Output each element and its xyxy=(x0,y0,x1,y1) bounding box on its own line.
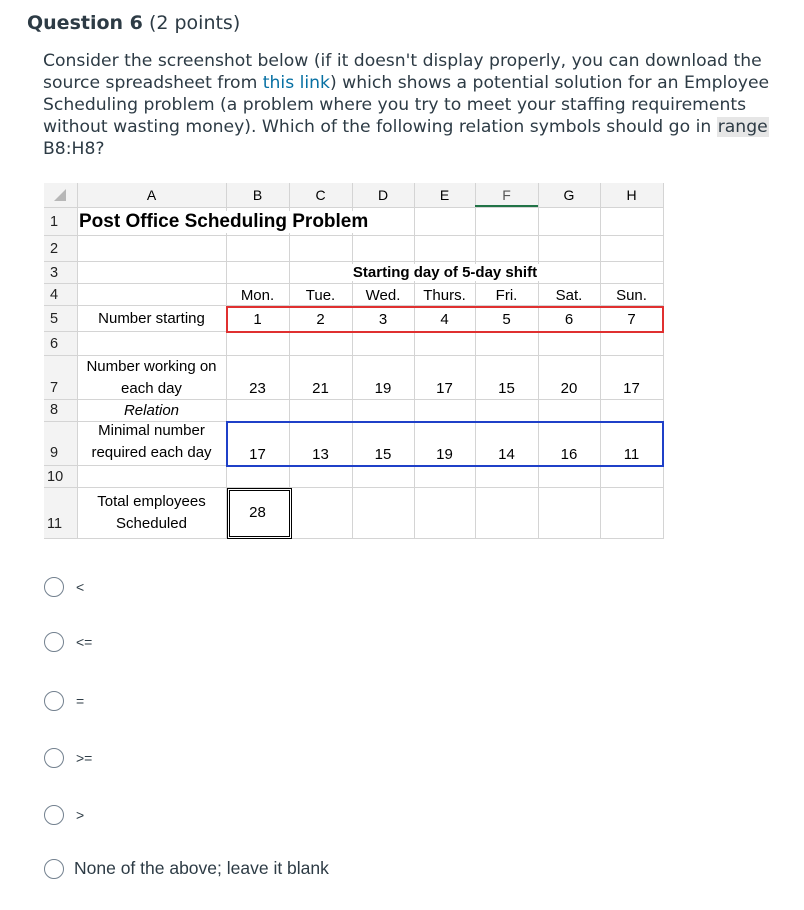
day-label: Mon. xyxy=(240,287,275,304)
minimal-label-line1: Minimal number xyxy=(98,422,205,439)
required-cell: 11 xyxy=(623,446,640,463)
question-title xyxy=(27,12,240,34)
select-all-corner xyxy=(54,189,66,201)
number-starting-cell: 2 xyxy=(316,311,325,328)
total-label-line2: Scheduled xyxy=(116,515,187,532)
row-number: 9 xyxy=(50,445,59,461)
answer-option-ge[interactable] xyxy=(44,748,92,768)
red-highlight-box xyxy=(226,306,664,333)
row-number: 8 xyxy=(50,402,59,418)
shift-caption: Starting day of 5-day shift xyxy=(290,264,600,281)
question-text xyxy=(43,50,773,160)
spreadsheet-screenshot xyxy=(44,183,664,539)
working-cell: 17 xyxy=(623,380,640,397)
day-label: Sat. xyxy=(555,287,583,304)
radio-button[interactable] xyxy=(44,859,64,879)
question-text-part: B8:H8? xyxy=(43,139,105,159)
required-cell: 15 xyxy=(374,446,392,463)
day-label: Tue. xyxy=(305,287,336,304)
answer-option-le[interactable] xyxy=(44,632,92,652)
minimal-label-line2: required each day xyxy=(91,444,212,461)
answer-option-label: > xyxy=(76,807,85,823)
required-cell: 19 xyxy=(436,446,453,463)
source-spreadsheet-link[interactable]: this link xyxy=(262,73,331,93)
row-number: 6 xyxy=(50,336,59,352)
working-cell: 19 xyxy=(374,380,392,397)
answer-option-label: None of the above; leave it blank xyxy=(74,858,329,878)
working-label-line2: each day xyxy=(121,380,182,397)
working-cell: 15 xyxy=(498,380,515,397)
total-value: 28 xyxy=(249,504,266,521)
row-number: 10 xyxy=(47,469,64,485)
column-letter: H xyxy=(626,187,637,203)
number-starting-cell: 7 xyxy=(627,311,636,328)
relation-label: Relation xyxy=(123,402,180,419)
answer-option-label: = xyxy=(76,693,85,709)
blue-highlight-box xyxy=(226,421,664,467)
radio-button[interactable] xyxy=(44,577,64,597)
radio-button[interactable] xyxy=(44,805,64,825)
day-label: Fri. xyxy=(495,287,518,304)
row-number: 2 xyxy=(50,241,59,257)
answer-option-label: < xyxy=(76,579,85,595)
answer-option-gt[interactable] xyxy=(44,805,84,825)
question-points: (2 points) xyxy=(148,12,241,34)
column-letter: C xyxy=(315,187,326,203)
required-cell: 14 xyxy=(498,446,515,463)
column-letter: D xyxy=(377,187,389,203)
total-label-line1: Total employees xyxy=(97,493,206,510)
question-text-part: ) which shows a potential solution for an Employee Scheduling problem (a problem where you try to meet your staffing requirements without wasting money). Which of the following relation symbols should go in xyxy=(43,73,770,137)
row-number: 11 xyxy=(47,516,63,532)
working-cell: 23 xyxy=(249,380,266,397)
radio-button[interactable] xyxy=(44,748,64,768)
row-number: 7 xyxy=(50,380,59,396)
answer-option-none[interactable] xyxy=(44,858,329,879)
row-number: 4 xyxy=(50,287,59,303)
column-letter: E xyxy=(439,187,450,203)
answer-option-label: >= xyxy=(76,750,93,766)
number-starting-cell: 5 xyxy=(502,311,511,328)
column-letter-selected: F xyxy=(475,187,538,207)
working-label-line1: Number working on xyxy=(86,358,217,375)
answer-option-lt[interactable] xyxy=(44,577,84,597)
number-starting-cell: 4 xyxy=(440,311,449,328)
number-starting-label: Number starting xyxy=(98,310,205,327)
answer-option-label: <= xyxy=(76,634,93,650)
required-cell: 13 xyxy=(312,446,329,463)
question-text-part: Consider the screenshot below (if it doesn't display properly, you can download the source spreadsheet from xyxy=(43,51,762,93)
day-label: Wed. xyxy=(365,287,401,304)
number-starting-cell: 3 xyxy=(378,311,388,328)
column-letter: A xyxy=(146,187,157,203)
number-starting-cell: 1 xyxy=(253,311,262,328)
row-number: 5 xyxy=(50,311,59,327)
working-cell: 21 xyxy=(312,380,329,397)
day-label: Sun. xyxy=(616,287,647,304)
required-cell: 16 xyxy=(560,446,578,463)
day-label: Thurs. xyxy=(423,287,466,304)
required-cell: 17 xyxy=(249,446,266,463)
answer-option-eq[interactable] xyxy=(44,691,84,711)
radio-button[interactable] xyxy=(44,691,64,711)
radio-button[interactable] xyxy=(44,632,64,652)
column-letter: B xyxy=(252,187,263,203)
row-number: 1 xyxy=(50,214,59,230)
row-number-bar xyxy=(44,207,77,539)
working-cell: 17 xyxy=(436,380,453,397)
column-letter: G xyxy=(563,187,575,203)
sheet-title: Post Office Scheduling Problem xyxy=(79,211,372,233)
working-cell: 20 xyxy=(560,380,578,397)
row-number: 3 xyxy=(50,265,59,281)
highlighted-word: range xyxy=(717,117,768,137)
number-starting-cell: 6 xyxy=(564,311,574,328)
question-number: Question 6 xyxy=(27,12,143,34)
